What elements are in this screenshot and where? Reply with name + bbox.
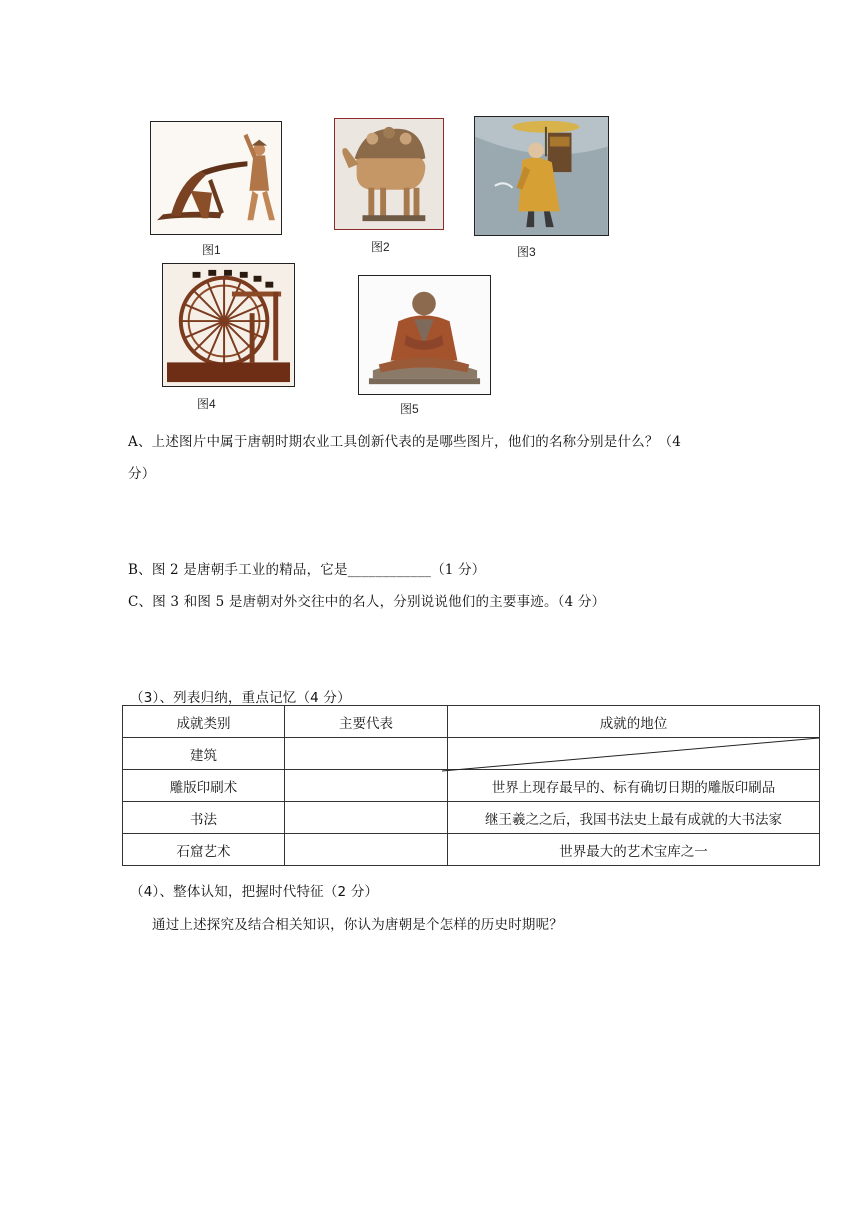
- figure-4-caption: 图4: [197, 397, 216, 411]
- category-cell: 雕版印刷术: [123, 770, 285, 802]
- question-c: C、图 3 和图 5 是唐朝对外交往中的名人，分别说说他们的主要事迹。（4 分）: [128, 594, 606, 610]
- status-cell: [448, 738, 820, 770]
- table-row: [123, 770, 820, 802]
- figure-1-caption: 图1: [202, 243, 221, 257]
- table-row: [123, 738, 820, 770]
- monk-traveler-icon: [475, 117, 608, 235]
- section4-title: （4）、整体认知，把握时代特征（2 分）: [130, 884, 379, 900]
- figure-4-waterwheel-image: [162, 263, 295, 387]
- representative-cell: [285, 738, 448, 770]
- category-cell: 建筑: [123, 738, 285, 770]
- category-cell: 石窟艺术: [123, 834, 285, 866]
- table-header-row: [123, 706, 820, 738]
- header-representative: 主要代表: [285, 706, 448, 738]
- figure-1-plow-image: [150, 121, 282, 235]
- section3-title: （3）、列表归纳，重点记忆（4 分）: [130, 690, 351, 706]
- waterwheel-icon: [163, 264, 294, 386]
- figure-5-statue-image: [358, 275, 491, 395]
- question-a-line2: 分）: [128, 466, 156, 482]
- figure-2-caption: 图2: [371, 240, 390, 254]
- question-b: B、图 2 是唐朝手工业的精品，它是____________（1 分）: [128, 562, 486, 578]
- table-row: [123, 802, 820, 834]
- representative-cell: [285, 770, 448, 802]
- figure-5-caption: 图5: [400, 402, 419, 416]
- representative-cell: [285, 834, 448, 866]
- question-a-line1: A、上述图片中属于唐朝时期农业工具创新代表的是哪些图片，他们的名称分别是什么？（4: [128, 434, 682, 450]
- category-cell: 书法: [123, 802, 285, 834]
- section4-question: 通过上述探究及结合相关知识，你认为唐朝是个怎样的历史时期呢？: [152, 917, 563, 933]
- status-cell: 世界最大的艺术宝库之一: [448, 834, 820, 866]
- header-status: 成就的地位: [448, 706, 820, 738]
- figure-2-camel-image: [334, 118, 444, 230]
- status-cell: 世界上现存最早的、标有确切日期的雕版印刷品: [448, 770, 820, 802]
- status-cell: 继王羲之之后，我国书法史上最有成就的大书法家: [448, 802, 820, 834]
- achievements-table: [122, 705, 820, 866]
- figure-3-monk-traveler-image: [474, 116, 609, 236]
- figure-3-caption: 图3: [517, 245, 536, 259]
- camel-figurine-icon: [335, 119, 443, 229]
- plow-icon: [151, 122, 281, 234]
- seated-monk-statue-icon: [359, 276, 490, 394]
- representative-cell: [285, 802, 448, 834]
- table-row: [123, 834, 820, 866]
- header-category: 成就类别: [123, 706, 285, 738]
